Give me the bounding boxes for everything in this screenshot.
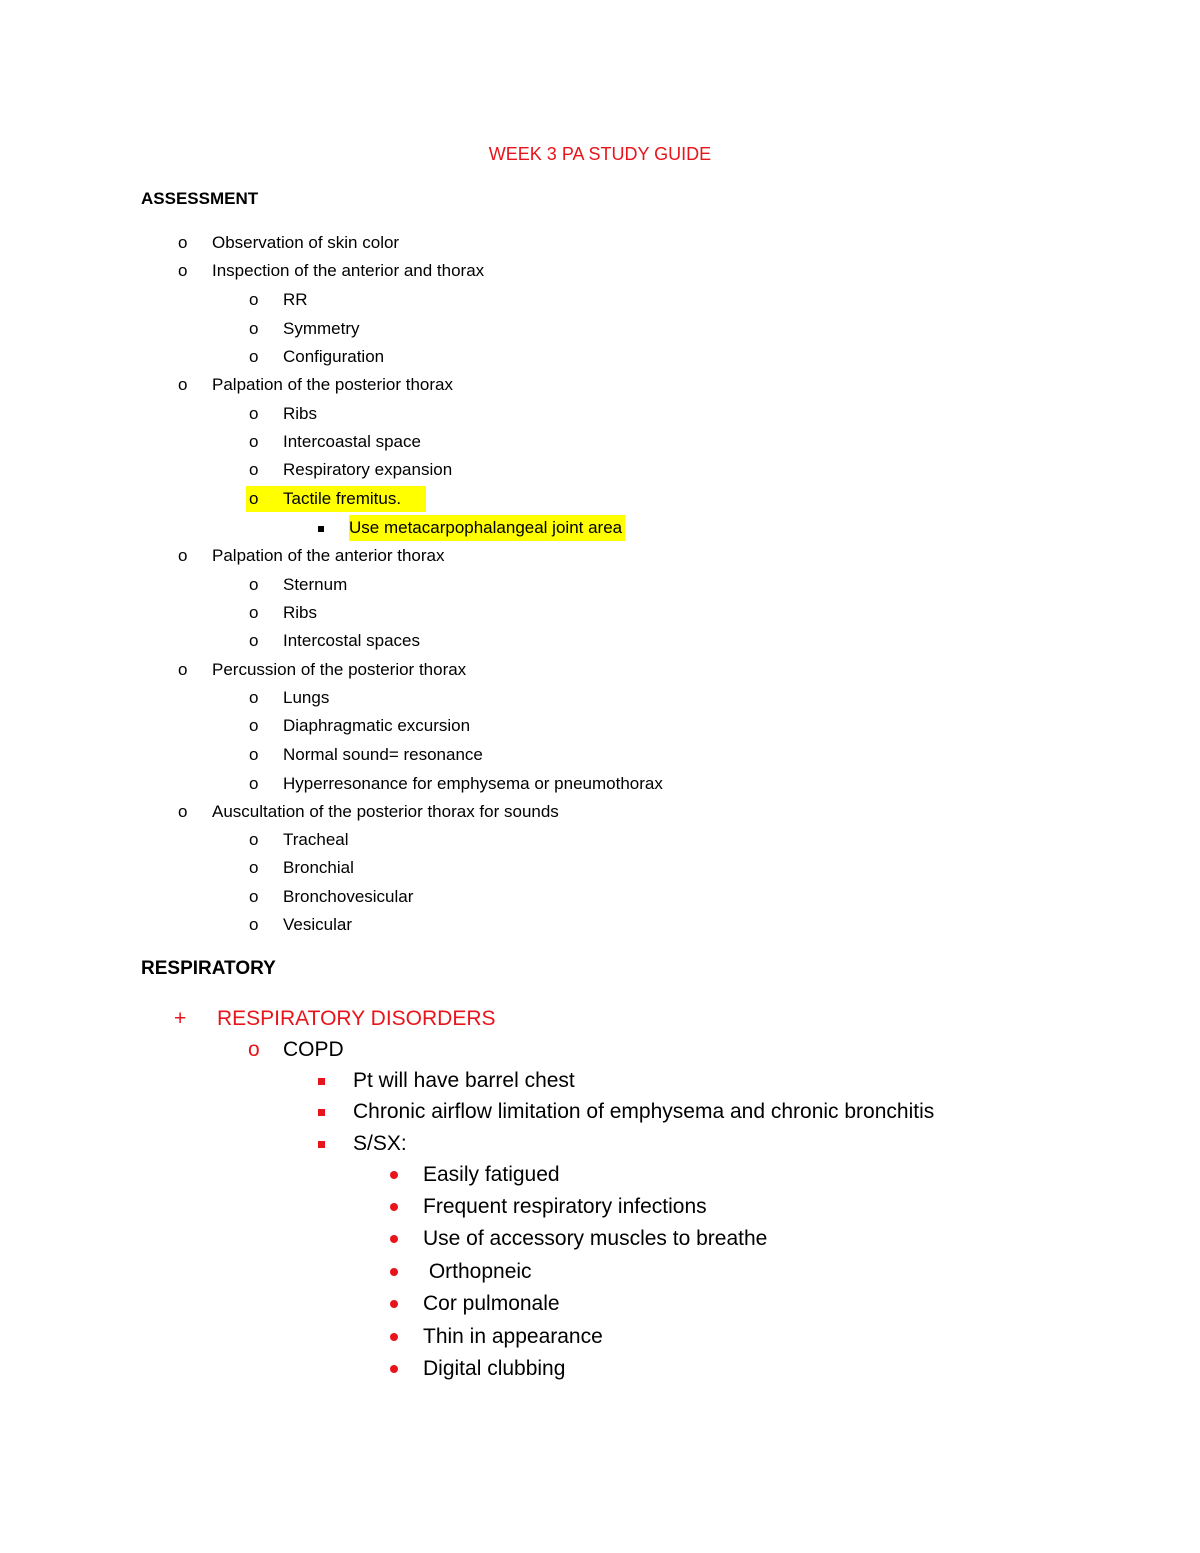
dot-bullet-icon xyxy=(390,1194,398,1220)
circle-bullet-icon: o xyxy=(249,290,259,309)
circle-bullet-icon: o xyxy=(178,660,188,679)
circle-bullet-icon: o xyxy=(249,774,259,793)
circle-bullet-icon: o xyxy=(249,830,259,849)
circle-bullet-icon: o xyxy=(249,887,259,906)
circle-bullet-icon: o xyxy=(249,575,259,594)
square-bullet-icon xyxy=(318,515,324,541)
circle-bullet-icon: o xyxy=(249,432,259,451)
plus-bullet-icon: + xyxy=(174,1007,187,1030)
dot-bullet-icon xyxy=(390,1356,398,1382)
circle-bullet-icon: o xyxy=(249,460,259,479)
circle-bullet-icon: o xyxy=(249,404,259,423)
highlighted-list-item: o Tactile fremitus. xyxy=(246,486,426,512)
dot-bullet-icon xyxy=(390,1324,398,1350)
circle-bullet-icon: o xyxy=(249,745,259,764)
circle-bullet-icon: o xyxy=(178,233,188,252)
dot-bullet-icon xyxy=(390,1162,398,1188)
square-bullet-icon xyxy=(318,1099,325,1125)
circle-bullet-icon: o xyxy=(178,375,188,394)
circle-bullet-icon: o xyxy=(249,858,259,877)
circle-bullet-icon: o xyxy=(178,802,188,821)
dot-bullet-icon xyxy=(390,1259,398,1285)
circle-bullet-icon: o xyxy=(249,716,259,735)
circle-bullet-icon: o xyxy=(249,688,259,707)
assessment-heading: ASSESSMENT xyxy=(141,189,259,208)
respiratory-heading: RESPIRATORY xyxy=(141,958,276,979)
circle-bullet-icon: o xyxy=(249,631,259,650)
square-bullet-icon xyxy=(318,1131,325,1157)
circle-bullet-icon: o xyxy=(249,319,259,338)
circle-bullet-icon: o xyxy=(178,261,188,280)
dot-bullet-icon xyxy=(390,1291,398,1317)
dot-bullet-icon xyxy=(390,1226,398,1252)
square-bullet-icon xyxy=(318,1068,325,1094)
circle-bullet-icon: o xyxy=(248,1038,260,1061)
circle-bullet-icon: o xyxy=(249,347,259,366)
circle-bullet-icon: o xyxy=(249,915,259,934)
circle-bullet-icon: o xyxy=(249,603,259,622)
circle-bullet-icon: o xyxy=(249,489,259,508)
page-title: WEEK 3 PA STUDY GUIDE xyxy=(488,144,712,164)
circle-bullet-icon: o xyxy=(178,546,188,565)
